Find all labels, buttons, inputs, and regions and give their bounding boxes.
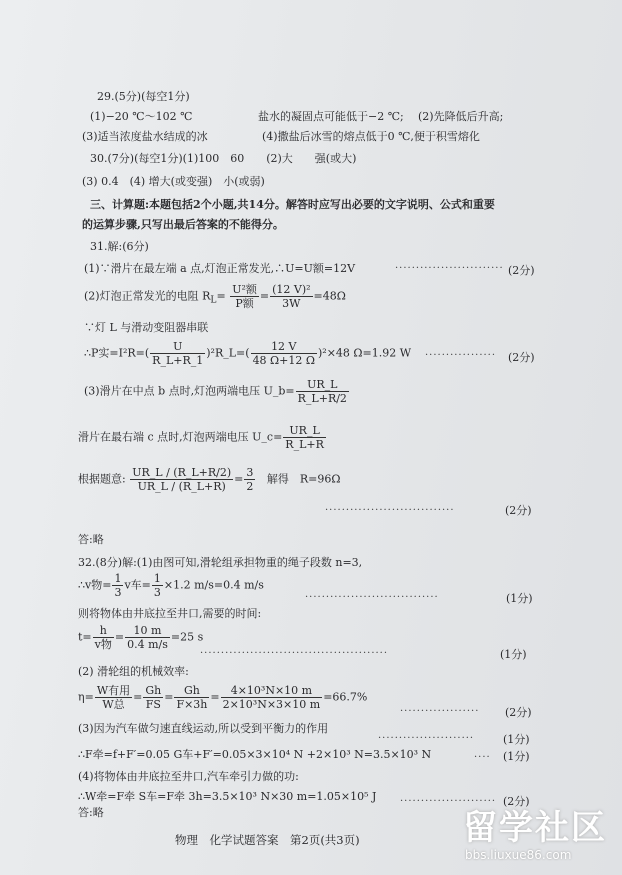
q32-answer: 答:略 bbox=[78, 806, 104, 819]
q31-step-1: (1)∵滑片在最左端 a 点,灯泡正常发光,∴U=U额=12V bbox=[84, 262, 356, 275]
q30-line-1: 30.(7分)(每空1分)(1)100 60 (2)大 强(或大) bbox=[90, 152, 357, 165]
q31-step-4: ∴P实=I²R=( $\frac{U}{R\_L+R\_1}$ )²R_L=( $\frac{12 V}{48 \Omega+12 \Omega}$ )²×48 Ω=1.92 W bbox=[84, 340, 412, 367]
score-mark: (2分) bbox=[508, 351, 535, 364]
q32-step-5: η= $\frac{\text{W有用}}{\text{W总}}$ = $\frac{Gh}{FS}$ = $\frac{Gh}{F\times 3h}$ = $\frac{\text{4×10³N×10 m}}{\text{2×10³N×3×10 m}}$ =66.7% bbox=[78, 684, 368, 711]
q32-step-2: 则将物体由井底拉至井口,需要的时间: bbox=[78, 607, 262, 620]
q31-heading: 31.解:(6分) bbox=[90, 240, 149, 253]
q32-step-7: ∴F牵=f+F′=0.05 G车+F′=0.05×3×10⁴ N +2×10³ N=3.5×10³ N bbox=[78, 748, 432, 761]
q29-heading: 29.(5分)(每空1分) bbox=[97, 90, 190, 103]
watermark-title: 留学社区 bbox=[463, 808, 607, 848]
q32-step-1: ∴v物= $\frac{1}{3}$ v车= $\frac{1}{3}$ ×1.2 m/s=0.4 m/s bbox=[78, 572, 264, 599]
score-mark: (1分) bbox=[500, 648, 527, 661]
q32-step-6: (3)因为汽车做匀速直线运动,所以受到平衡力的作用 bbox=[78, 722, 329, 735]
dotted-leader: ··················· bbox=[400, 706, 480, 717]
q29-answer-5: (4)撒盐后冰雪的熔点低于0 ℃,便于积雪熔化 bbox=[262, 130, 480, 143]
score-mark: (2分) bbox=[508, 264, 535, 277]
q32-step-9: ∴W牵=F牵 S车=F牵 3h=3.5×10³ N×30 m=1.05×10⁵ J bbox=[78, 790, 377, 803]
watermark-url: bbs.liuxue86.com bbox=[465, 848, 572, 862]
q31-step-6: 滑片在最右端 c 点时,灯泡两端电压 U_c= $\frac{UR\_L}{R\_L+R}$ bbox=[78, 424, 324, 451]
score-mark: (2分) bbox=[503, 795, 530, 808]
dotted-leader: ······························· bbox=[325, 505, 455, 516]
score-mark: (1分) bbox=[506, 592, 533, 605]
q32-step-3: t= $\frac{h}{\text{v物}}$ = $\frac{10 m}{0.4 m/s}$ =25 s bbox=[78, 624, 204, 651]
section-3-instructions-2: 的运算步骤,只写出最后答案的不能得分。 bbox=[82, 218, 284, 231]
score-mark: (1分) bbox=[503, 750, 530, 763]
dotted-leader: ······················· bbox=[378, 733, 475, 744]
dotted-leader: ············································· bbox=[200, 648, 389, 659]
score-mark: (1分) bbox=[503, 733, 530, 746]
q29-answer-2: 盐水的凝固点可能低于−2 ℃; bbox=[258, 110, 404, 123]
watermark-logo bbox=[445, 800, 615, 872]
dotted-leader: ················· bbox=[425, 350, 497, 361]
q32-step-4: (2) 滑轮组的机械效率: bbox=[78, 665, 189, 678]
dotted-leader: ······················· bbox=[400, 796, 497, 807]
q32-step-8: (4)将物体由井底拉至井口,汽车牵引力做的功: bbox=[78, 770, 299, 783]
score-mark: (2分) bbox=[505, 706, 532, 719]
q32-heading: 32.(8分)解:(1)由图可知,滑轮组承担物重的绳子段数 n=3, bbox=[78, 556, 363, 569]
q29-answer-1: (1)−20 ℃～102 ℃ bbox=[90, 110, 193, 123]
q31-step-2: (2)灯泡正常发光的电阻 $R_L=$ $\frac{\text{U²额}}{\text{P额}}$ = $\frac{\text{(12 V)²}}{3W}$ =48Ω bbox=[84, 283, 346, 310]
q31-step-3: ∵灯 L 与滑动变阻器串联 bbox=[84, 321, 209, 334]
q31-step-7: 根据题意: $\frac{UR\_L / (R\_L+R/2)}{UR\_L / (R\_L+R)}$ = $\frac{3}{2}$ 解得 R=96Ω bbox=[78, 466, 341, 493]
score-mark: (2分) bbox=[505, 504, 532, 517]
q31-step-5: (3)滑片在中点 b 点时,灯泡两端电压 U_b= $\frac{UR\_L}{R\_L+R/2}$ bbox=[84, 378, 347, 405]
dotted-leader: ································ bbox=[305, 592, 439, 603]
page-footer: 物理 化学试题答案 第2页(共3页) bbox=[175, 833, 360, 847]
dotted-leader: ·························· bbox=[395, 263, 504, 274]
section-3-instructions-1: 三、计算题:本题包括2个小题,共14分。解答时应写出必要的文字说明、公式和重要 bbox=[90, 198, 495, 211]
q31-answer: 答:略 bbox=[78, 533, 104, 546]
q30-line-2: (3) 0.4 (4) 增大(或变强) 小(或弱) bbox=[82, 175, 265, 188]
dotted-leader: ···· bbox=[474, 752, 491, 763]
q29-answer-4: (3)适当浓度盐水结成的冰 bbox=[82, 130, 208, 143]
q29-answer-3: (2)先降低后升高; bbox=[418, 110, 504, 123]
